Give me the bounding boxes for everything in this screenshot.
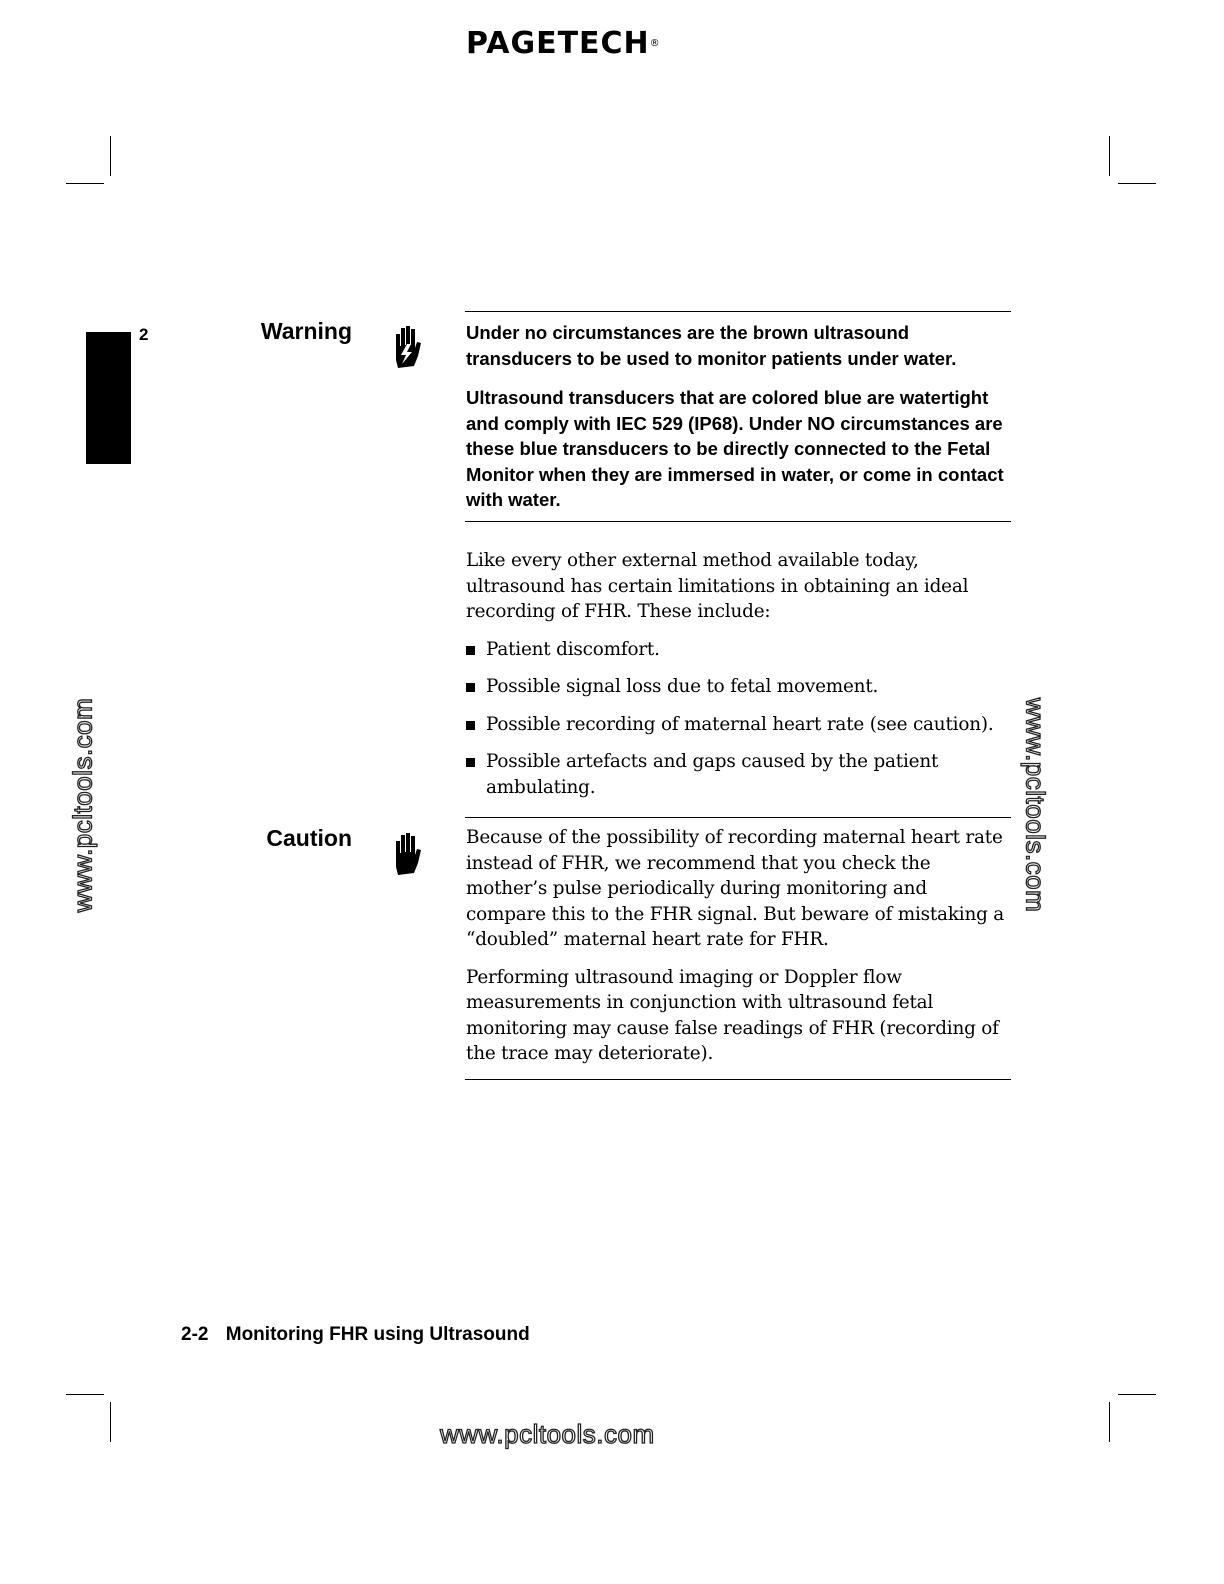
footer-title: Monitoring FHR using Ultrasound xyxy=(225,1324,530,1345)
intro-paragraph: Like every other external method available today, ultrasound has certain limitations in obtaining an ideal recording of FHR. These include: xyxy=(466,550,969,622)
list-item: Possible recording of maternal heart rate (see caution). xyxy=(466,712,1011,738)
caution-label: Caution xyxy=(266,825,352,851)
watermark-left: www.pcltools.com xyxy=(67,697,98,913)
list-item: Patient discomfort. xyxy=(466,637,1011,663)
warning-text xyxy=(466,320,1011,527)
crop-mark-bottom-right-h xyxy=(1118,1394,1156,1395)
caution-paragraph-1: Because of the possibility of recording maternal heart rate instead of FHR, we recommend that you check the mother’s pulse periodically during monitoring and compare this to the FHR signal. But beware of mistaking a “doubled” maternal heart rate for FHR. xyxy=(466,827,1005,950)
crop-mark-bottom-right-v xyxy=(1109,1402,1110,1442)
warning-label: Warning xyxy=(260,318,352,344)
list-item: Possible signal loss due to fetal movement. xyxy=(466,674,1011,700)
caution-bottom-rule xyxy=(465,1079,1011,1080)
bullet-square-icon xyxy=(466,758,475,767)
crop-mark-bottom-left-h xyxy=(66,1394,104,1395)
page-footer xyxy=(181,1324,530,1346)
chapter-number: 2 xyxy=(139,325,149,344)
caution-paragraph-2: Performing ultrasound imaging or Doppler flow measurements in conjunction with ultrasound fetal monitoring may cause false readings of FHR (recording of the trace may deteriorate). xyxy=(466,966,999,1064)
warning-bottom-rule xyxy=(465,521,1011,522)
limitations-list xyxy=(466,637,1011,801)
crop-mark-top-left-v xyxy=(110,136,111,176)
watermark-right: www.pcltools.com xyxy=(1020,697,1051,913)
crop-mark-top-right-v xyxy=(1109,136,1110,176)
watermark-bottom: www.pcltools.com xyxy=(440,1419,655,1449)
pagetech-logo xyxy=(466,26,661,62)
logo-text: PAGETECH xyxy=(466,26,650,61)
caution-top-rule xyxy=(465,817,1011,818)
crop-mark-top-right-h xyxy=(1118,183,1156,184)
crop-mark-bottom-left-v xyxy=(110,1402,111,1442)
caution-text xyxy=(466,825,1011,1079)
chapter-tab xyxy=(86,332,131,464)
hand-stop-icon xyxy=(390,829,424,877)
bullet-square-icon xyxy=(466,721,475,730)
list-item: Possible artefacts and gaps caused by the patient ambulating. xyxy=(466,749,1011,800)
body-section xyxy=(466,548,1011,812)
hand-lightning-icon xyxy=(390,322,424,370)
warning-paragraph-1: Under no circumstances are the brown ultrasound transducers to be used to monitor patients under water. xyxy=(466,322,957,369)
bullet-square-icon xyxy=(466,646,475,655)
crop-mark-top-left-h xyxy=(66,183,104,184)
logo-registered-mark: ® xyxy=(649,38,661,49)
bullet-square-icon xyxy=(466,683,475,692)
page-number: 2-2 xyxy=(181,1324,209,1345)
warning-paragraph-2: Ultrasound transducers that are colored blue are watertight and comply with IEC 529 (IP68). Under NO circumstances are these blue transducers to be directly connected to the Fetal Monitor when they are immersed in water, or come in contact with water. xyxy=(466,387,1004,510)
warning-top-rule xyxy=(465,311,1011,312)
